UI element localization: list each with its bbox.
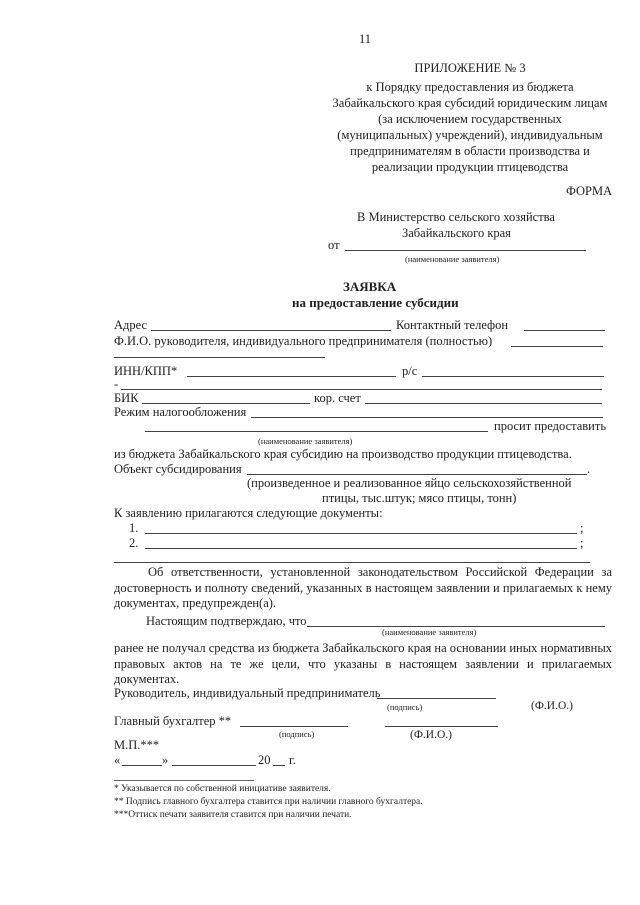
inn-label: ИНН/КПП* — [114, 364, 178, 378]
address-label: Адрес — [114, 318, 148, 332]
accountant-signature-caption: (подпись) — [279, 729, 315, 739]
object-caption-2: птицы, тыс.штук; мясо птицы, тонн) — [322, 491, 517, 505]
accountant-fio-line[interactable] — [385, 726, 498, 727]
confirm-text: Настоящим подтверждаю, что — [146, 614, 307, 628]
object-label: Объект субсидирования — [114, 462, 242, 476]
doc-item-2-semicolon: ; — [580, 536, 584, 550]
footnote-3: ***Оттиск печати заявителя ставится при наличии печати. — [114, 810, 352, 820]
bik-label: БИК — [114, 391, 139, 405]
phone-label: Контактный телефон — [396, 318, 509, 332]
ks-label: кор. счет — [314, 391, 361, 405]
confirm-caption: (наименование заявителя) — [382, 627, 477, 637]
heading-subtitle: на предоставление субсидии — [292, 295, 459, 310]
bik-line[interactable] — [142, 403, 310, 404]
date-open-quote: « — [114, 753, 121, 767]
doc-item-extra-line[interactable] — [114, 562, 590, 563]
doc-item-1-number: 1. — [129, 521, 139, 535]
date-year-suffix: г. — [289, 753, 296, 767]
phone-line[interactable] — [524, 330, 605, 331]
object-dot: . — [587, 462, 591, 476]
footnote-1: * Указывается по собственной инициативе заявителя. — [114, 784, 331, 794]
head-signature-caption: (подпись) — [387, 702, 423, 712]
fio-head-line-2[interactable] — [114, 357, 325, 358]
appendix-title: ПРИЛОЖЕНИЕ № 3 — [414, 61, 526, 75]
request-label: просит предоставить — [494, 419, 607, 433]
appendix-line-2: Забайкальского края субсидий юридическим лицам — [332, 96, 608, 110]
accountant-label: Главный бухгалтер ** — [114, 714, 232, 728]
accountant-signature-line[interactable] — [240, 726, 348, 727]
footnote-separator — [114, 780, 254, 781]
heading-title: ЗАЯВКА — [343, 279, 397, 294]
appendix-line-6: реализации продукции птицеводства — [371, 160, 569, 174]
addressee-line-1: В Министерство сельского хозяйства — [357, 210, 555, 224]
stamp-label: М.П.*** — [114, 738, 160, 752]
confirm-rest-paragraph: ранее не получал средства из бюджета Забайкальского края на основании иных нормативных правовых актов на те же цели, что указаны в настоящем заявлении и прилагаемых документах. — [114, 641, 612, 686]
date-day-line[interactable] — [122, 765, 162, 766]
from-caption: (наименование заявителя) — [405, 254, 500, 264]
date-year-line[interactable] — [273, 765, 285, 766]
fio-head-line[interactable] — [511, 346, 603, 347]
appendix-line-5: предпринимателям в области производства и — [350, 144, 590, 158]
responsibility-paragraph: Об ответственности, установленной законодательством Российской Федерации за достоверность и полноту сведений, указанных в настоящем заявлении и прилагаемых к нему документах, предупрежден(а). — [114, 565, 612, 610]
head-signature-line[interactable] — [377, 698, 496, 699]
page-number: 11 — [359, 32, 372, 46]
tax-label: Режим налогообложения — [114, 405, 247, 419]
appendix-line-4: (муниципальных) учреждений), индивидуальным — [337, 128, 603, 142]
tax-line[interactable] — [251, 417, 603, 418]
purpose-text: из бюджета Забайкальского края субсидию на производство продукции птицеводства. — [114, 447, 572, 461]
object-caption-1: (произведенное и реализованное яйцо сельскохозяйственной — [247, 476, 572, 490]
address-line[interactable] — [151, 330, 391, 331]
dash-mark: - — [114, 377, 119, 391]
appendix-line-3: (за исключением государственных — [378, 112, 562, 126]
object-line[interactable] — [247, 474, 587, 475]
ks-line[interactable] — [365, 403, 602, 404]
fio-head-label: Ф.И.О. руководителя, индивидуального предпринимателя (полностью) — [114, 334, 493, 348]
from-label: от — [328, 238, 340, 252]
date-month-line[interactable] — [172, 765, 256, 766]
forma-label: ФОРМА — [566, 184, 613, 198]
inn-line[interactable] — [187, 376, 396, 377]
date-year-prefix: 20 — [258, 753, 271, 767]
rs-continuation-line[interactable] — [121, 389, 602, 390]
docs-intro: К заявлению прилагаются следующие документы: — [114, 506, 383, 520]
accountant-fio-caption: (Ф.И.О.) — [410, 729, 452, 741]
addressee-line-2: Забайкальского края — [402, 226, 511, 240]
date-close-quote: » — [162, 753, 169, 767]
footnote-2: ** Подпись главного бухгалтера ставится при наличии главного бухгалтера. — [114, 797, 423, 807]
doc-item-1-semicolon: ; — [580, 521, 584, 535]
head-signature-label: Руководитель, индивидуальный предприниматель — [114, 686, 381, 700]
doc-item-2-line[interactable] — [145, 548, 577, 549]
doc-item-1-line[interactable] — [145, 533, 577, 534]
rs-label: р/с — [402, 364, 418, 378]
doc-item-2-number: 2. — [129, 536, 139, 550]
from-line[interactable] — [345, 250, 586, 251]
rs-line[interactable] — [422, 376, 604, 377]
applicant-line[interactable] — [145, 431, 488, 432]
appendix-line-1: к Порядку предоставления из бюджета — [366, 80, 574, 94]
head-fio-caption: (Ф.И.О.) — [531, 700, 573, 712]
applicant-caption: (наименование заявителя) — [258, 436, 353, 446]
